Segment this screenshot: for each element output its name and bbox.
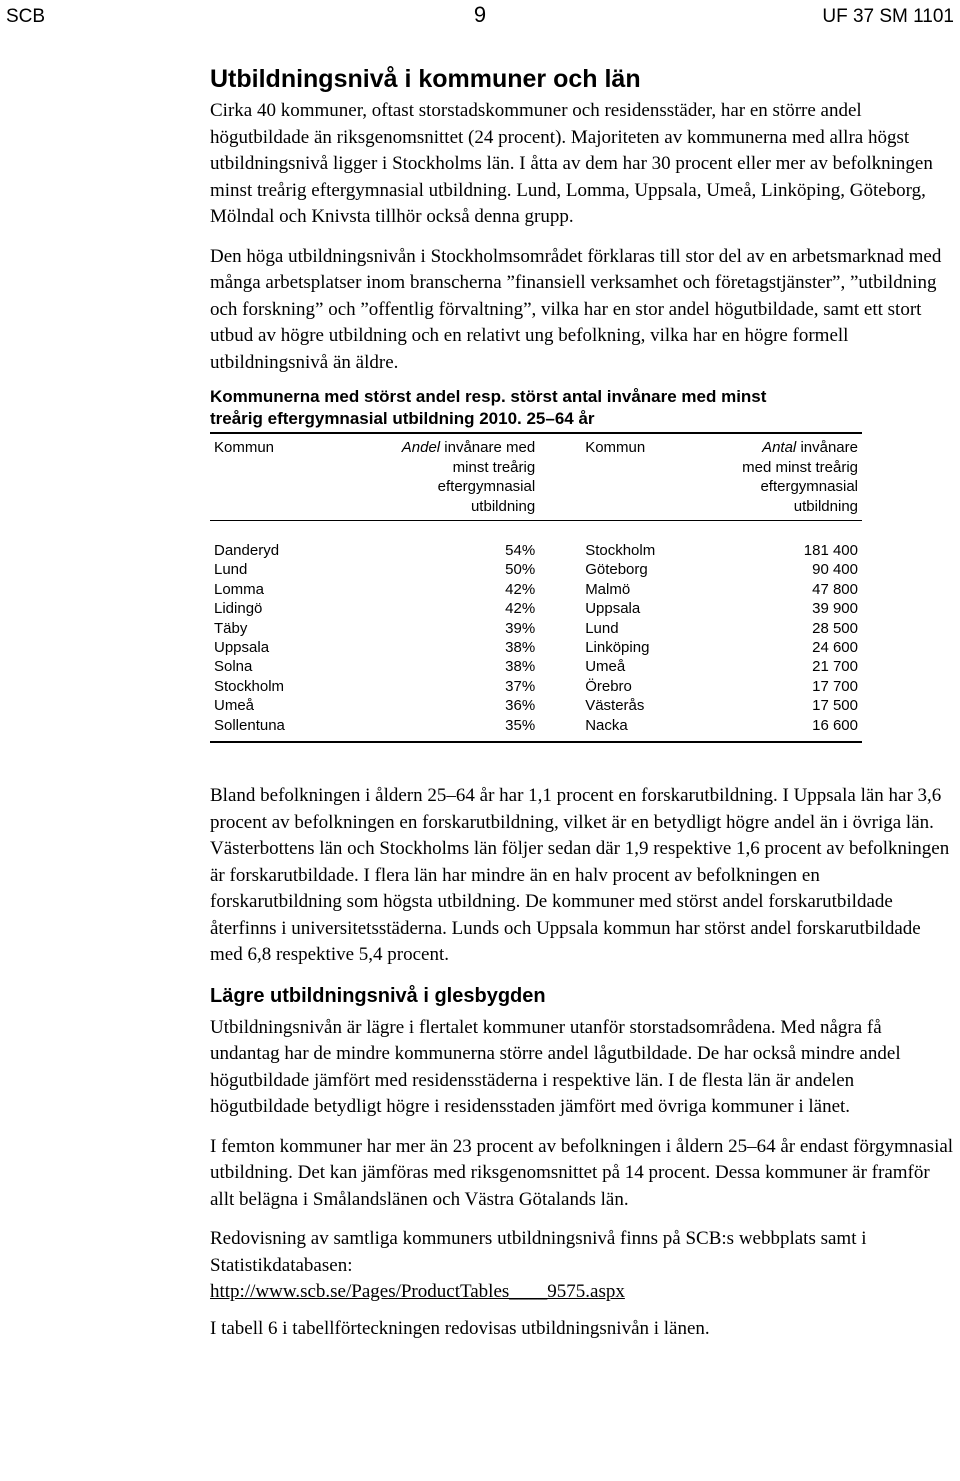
cell-kommun-antal: Nacka bbox=[585, 716, 628, 734]
cell-andel: 39% bbox=[505, 619, 536, 637]
table-row bbox=[210, 580, 862, 599]
cell-kommun-antal: Malmö bbox=[585, 580, 631, 598]
reference-text: Redovisning av samtliga kommuners utbildningsnivå finns på SCB:s webbplats samt i Statistikdatabasen: bbox=[210, 1228, 867, 1276]
table-row bbox=[210, 657, 862, 676]
table-reference-paragraph: I tabell 6 i tabellförteckningen redovisas utbildningsnivån i länen. bbox=[210, 1317, 710, 1339]
table-row bbox=[210, 677, 862, 696]
reference-paragraph bbox=[210, 1226, 955, 1306]
section-heading-rural: Lägre utbildningsnivå i glesbygden bbox=[210, 984, 546, 1007]
rural-paragraph-1: Utbildningsnivån är lägre i flertalet kommuner utanför storstadsområdena. Med några få undantag har de mindre kommunerna större andel lågutbildade. De har också mindre andel högutbildade jämfört med residensstäderna i respektive län. I de flesta län är andelen högutbildade betydligt högre i residensstaden jämfört med övriga kommuner i länet. bbox=[210, 1016, 901, 1118]
research-education-paragraph: Bland befolkningen i åldern 25–64 år har 1,1 procent en forskarutbildning. I Uppsala län har 3,6 procent av befolkningen en forskarutbildning, vilket är en betydligt högre andel än i övriga län. Västerbottens län och Stockholms län följer sedan där 1,9 respektive 1,6 procent av befolkningen är forskarutbildade. I flera län har mindre än en halv procent av befolkningen en forskarutbildning som högsta utbildning. De kommuner med störst andel forskarutbildade återfinns i universitetsstäderna. Lunds och Uppsala kommun har störst andel forskarutbildade med 6,8 respektive 5,4 procent. bbox=[210, 785, 950, 966]
cell-kommun-andel: Umeå bbox=[214, 697, 255, 715]
table-row bbox=[210, 541, 862, 560]
header-kommun-andel: Kommun bbox=[210, 433, 365, 521]
cell-kommun-andel: Lidingö bbox=[214, 600, 263, 618]
cell-andel: 50% bbox=[505, 561, 536, 579]
header-andel-em: Andel bbox=[401, 439, 441, 456]
cell-kommun-andel: Sollentuna bbox=[214, 716, 285, 734]
cell-kommun-andel: Lomma bbox=[214, 580, 265, 598]
header-andel bbox=[365, 433, 539, 521]
intro-paragraph: Cirka 40 kommuner, oftast storstadskommuner och residensstäder, har en större andel högutbildade än riksgenomsnittet (24 procent). Majoriteten av kommunerna med allra högst utbildningsnivå ligger i Stockholms län. I åtta av dem har 30 procent eller mer av befolkningen minst treårig eftergymnasial utbildning. Lund, Lomma, Uppsala, Umeå, Linköping, Göteborg, Mölndal och Knivsta tillhör också denna grupp. bbox=[210, 100, 933, 227]
cell-antal: 90 400 bbox=[812, 561, 858, 579]
table-spacer bbox=[210, 521, 862, 542]
header-antal bbox=[737, 433, 862, 521]
table-row bbox=[210, 599, 862, 618]
table-title: Kommunerna med störst andel resp. störst antal invånare med minst treårig eftergymnasial utbildning 2010. 25–64 år bbox=[210, 387, 767, 428]
cell-antal: 28 500 bbox=[812, 619, 858, 637]
cell-andel: 54% bbox=[505, 542, 536, 559]
cell-kommun-andel: Lund bbox=[214, 561, 248, 579]
explanation-paragraph: Den höga utbildningsnivån i Stockholmsområdet förklaras till stor del av en arbetsmarknad med många arbetsplatser inom branscherna ”finansiell verksamhet och företagstjänster”, ”utbildning och forskning” och ”offentlig förvaltning”, vilka har en stor andel högutbildade, samt ett stort utbud av högre utbildning och en relativt ung befolkning, vilka har en högre formell utbildningsnivå än äldre. bbox=[210, 245, 942, 373]
cell-kommun-andel: Uppsala bbox=[214, 639, 270, 657]
cell-antal: 17 500 bbox=[812, 697, 858, 715]
table-header-row bbox=[210, 433, 862, 521]
header-kommun-antal: Kommun bbox=[539, 433, 736, 521]
cell-andel: 35% bbox=[505, 716, 536, 734]
page-title: Utbildningsnivå i kommuner och län bbox=[210, 65, 641, 93]
cell-andel: 37% bbox=[505, 677, 536, 695]
table-row bbox=[210, 560, 862, 579]
cell-kommun-andel: Solna bbox=[214, 658, 253, 676]
cell-andel: 42% bbox=[505, 600, 536, 618]
cell-andel: 38% bbox=[505, 658, 536, 676]
header-antal-em: Antal bbox=[762, 439, 797, 456]
cell-kommun-antal: Västerås bbox=[585, 697, 645, 715]
cell-kommun-antal: Örebro bbox=[585, 677, 632, 695]
cell-kommun-andel: Täby bbox=[214, 619, 248, 637]
cell-antal: 181 400 bbox=[803, 542, 858, 559]
header-org: SCB bbox=[6, 6, 46, 27]
table-row bbox=[210, 638, 862, 657]
rural-paragraph-2: I femton kommuner har mer än 23 procent av befolkningen i åldern 25–64 år endast förgymnasial utbildning. Det kan jämföras med riksgenomsnittet på 14 procent. Dessa kommuner är framför allt belägna i Smålandslänen och Västra Götalands län. bbox=[210, 1135, 954, 1210]
table-row bbox=[210, 696, 862, 715]
cell-kommun-antal: Lund bbox=[585, 619, 619, 637]
cell-kommun-andel: Stockholm bbox=[214, 677, 285, 695]
cell-antal: 21 700 bbox=[812, 658, 858, 676]
cell-kommun-antal: Göteborg bbox=[585, 561, 648, 579]
page-number: 9 bbox=[473, 2, 487, 27]
cell-kommun-antal: Stockholm bbox=[585, 542, 656, 559]
table-row bbox=[210, 619, 862, 638]
cell-antal: 16 600 bbox=[812, 716, 858, 734]
header-andel-rest: invånare med minst treårig eftergymnasial utbildning bbox=[437, 439, 536, 515]
cell-kommun-andel: Danderyd bbox=[214, 542, 280, 559]
cell-kommun-antal: Umeå bbox=[585, 658, 626, 676]
cell-kommun-antal: Uppsala bbox=[585, 600, 641, 618]
cell-kommun-antal: Linköping bbox=[585, 639, 650, 657]
scb-link[interactable]: http://www.scb.se/Pages/ProductTables____9575.aspx bbox=[210, 1281, 625, 1303]
cell-andel: 38% bbox=[505, 639, 536, 657]
municipality-table bbox=[210, 432, 862, 743]
cell-antal: 47 800 bbox=[812, 580, 858, 598]
header-antal-rest: invånare med minst treårig eftergymnasial utbildning bbox=[742, 439, 858, 515]
table-row bbox=[210, 716, 862, 742]
cell-antal: 39 900 bbox=[812, 600, 858, 618]
header-publication-id: UF 37 SM 1101 bbox=[822, 6, 954, 27]
cell-antal: 24 600 bbox=[812, 639, 858, 657]
cell-antal: 17 700 bbox=[812, 677, 858, 695]
cell-andel: 42% bbox=[505, 580, 536, 598]
cell-andel: 36% bbox=[505, 697, 536, 715]
main-content bbox=[210, 64, 955, 1342]
